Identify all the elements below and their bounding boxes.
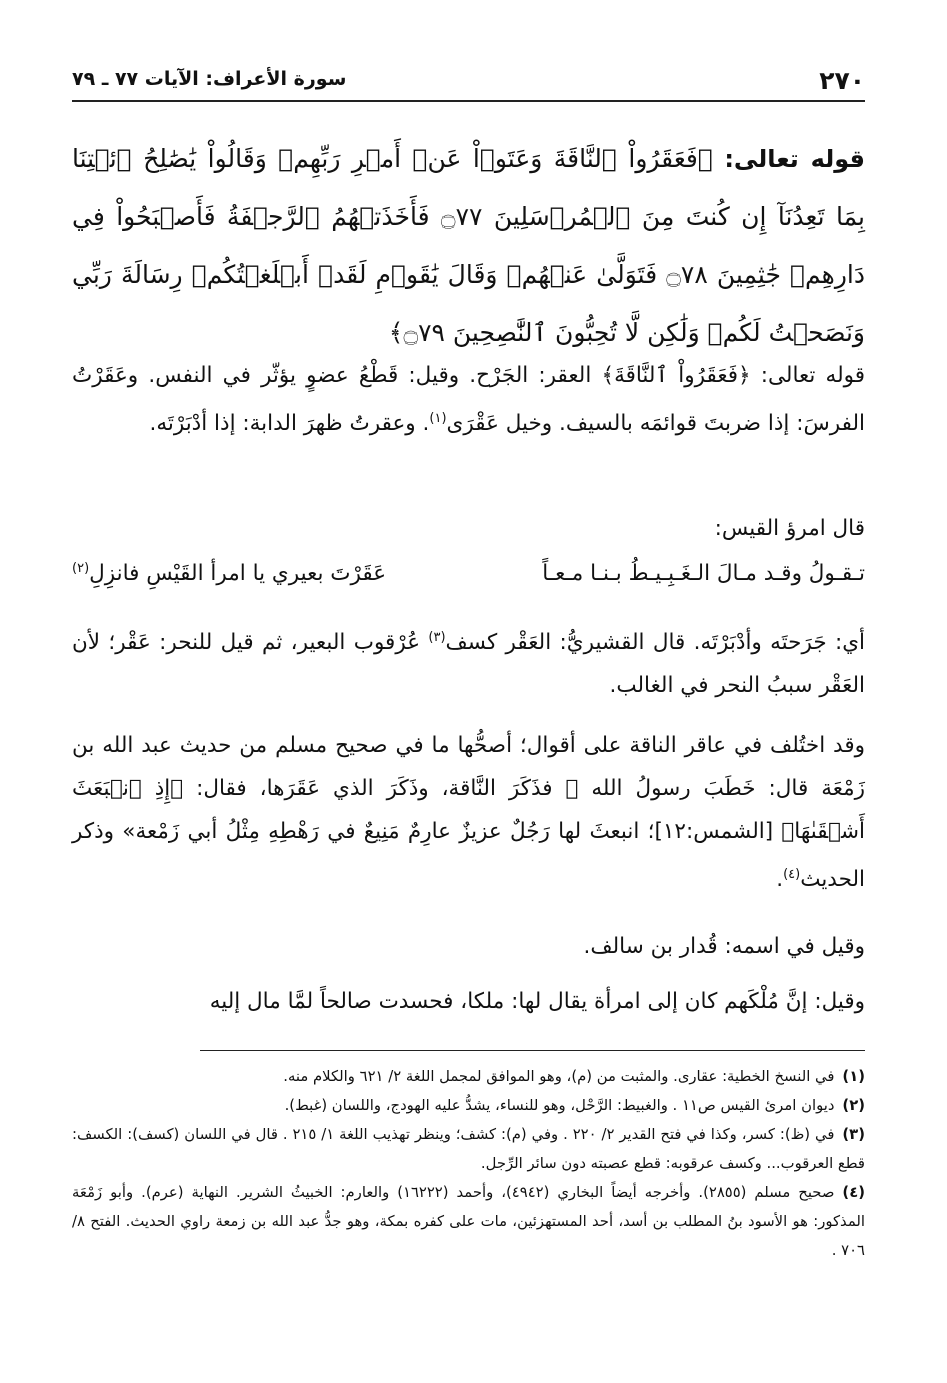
paragraph-text: وقيل في اسمه: قُدار بن سالف. [583, 934, 865, 959]
page-number: ٢٧٠ [819, 66, 865, 95]
footnote-number: (٢) [842, 1097, 865, 1114]
footnote-ref: (٢) [72, 561, 90, 576]
paragraph-text: أي: جَرَحتَه وأدْبَرْتَه. قال القشيريُّ: العَقْر كسف [445, 630, 865, 656]
poem-first-hemistich: تـقـولُ وقـد مـالَ الـغَـبِـيـطُ بـنـا مـعـاً [542, 561, 865, 586]
footnote-ref: (٣) [428, 630, 446, 645]
poem-second-text: عَقَرْتَ بعيري يا امرأ القَيْسِ فانزِلِ [89, 561, 387, 587]
footnote-text: ديوان امرئ القيس ص١١ . والغبيط: الرَّحْل، وهو للنساء، يشدُّ عليه الهودج، واللسان (غبط). [284, 1097, 835, 1114]
paragraph-name [72, 925, 865, 968]
running-title: سورة الأعراف: الآيات ٧٧ ـ ٧٩ [72, 68, 347, 90]
footnote-text: صحيح مسلم (٢٨٥٥). وأخرجه أيضاً البخاري (٤٩٤٢)، وأحمد (١٦٢٢٢) والعارم: الخبيثُ الشرير. النهاية (عرم). وأبو زَمْعَة المذكور: هو الأسود بنُ المطلب بن أسد، أحد المستهزئين، مات على كفره بمكة، وهو جدُّ عبد الله بن زمعة راوي الحديث. الفتح ٨/ ٧٠٦ . [72, 1184, 865, 1259]
paragraph-text: . وعقرتُ ظهرَ الدابة: إذا أدْبَرْتَه. [149, 411, 430, 437]
paragraph-text: عُرْقوب البعير، ثم قيل للنحر: عَقْر؛ لأن العَقْر سببُ النحر في الغالب. [72, 630, 865, 699]
footnote-text: في (ظ): كسر، وكذا في فتح القدير ٢/ ٢٢٠ . وفي (م): كشف؛ وينظر تهذيب اللغة ١/ ٢١٥ . قال في اللسان (كسف): الكسف: قطع العرقوب... وكسف عرقوبه: قطع عصبته دون سائر الرِّجل. [72, 1126, 865, 1172]
paragraph-poet [72, 507, 865, 550]
footnote-number: (١) [842, 1068, 865, 1085]
footnotes [72, 1062, 865, 1265]
paragraph-text: وقيل: إنَّ مُلْكَهم كان إلى امرأة يقال لها: ملكا، فحسدت صالحاً لمَّا مال إليه [209, 989, 865, 1014]
poem-second-hemistich [72, 561, 386, 586]
paragraph-text: وقد اختُلف في عاقر الناقة على أقوال؛ أصحُّها ما في صحيح مسلم من حديث عبد الله بن زَمْعَة قال: خَطَبَ رسولُ الله ﷺ فذَكَرَ النَّاقة، وذَكَرَ الذي عَقَرَها، فقال: ﴿إِذِ ٱنۢبَعَثَ أَشۡقَىٰهَا﴾ [الشمس:١٢]؛ انبعثَ لها رَجُلٌ عزيزٌ عارِمٌ مَنِيعٌ في رَهْطِهِ مِثْلُ أبي زَمْعة» وذكر الحديث [72, 733, 865, 893]
paragraph-text: قال امرؤ القيس: [714, 516, 865, 541]
paragraph-definition [72, 354, 865, 445]
page-header [72, 62, 865, 102]
paragraph-text: . [776, 867, 784, 893]
footnote-3 [72, 1120, 865, 1178]
footnote-number: (٣) [842, 1126, 865, 1143]
footnote-separator [200, 1050, 865, 1051]
footnote-4 [72, 1178, 865, 1265]
footnote-2 [72, 1091, 865, 1120]
footnote-text: في النسخ الخطية: عقارى. والمثبت من (م)، وهو الموافق لمجمل اللغة ٢/ ٦٢١ والكلام منه. [283, 1068, 835, 1085]
footnote-ref: (٤) [783, 867, 801, 882]
quran-lead: قوله تعالى: [724, 145, 865, 173]
quran-verses: ﴿فَعَقَرُواْ ٱلنَّاقَةَ وَعَتَوۡاْ عَنۡ أَمۡرِ رَبِّهِمۡ وَقَالُواْ يَٰصَٰلِحُ ٱئۡتِنَا بِمَا تَعِدُنَآ إِن كُنتَ مِنَ ٱلۡمُرۡسَلِينَ ۝٧٧ فَأَخَذَتۡهُمُ ٱلرَّجۡفَةُ فَأَصۡبَحُواْ فِي دَارِهِمۡ جَٰثِمِينَ ۝٧٨ فَتَوَلَّىٰ عَنۡهُمۡ وَقَالَ يَٰقَوۡمِ لَقَدۡ أَبۡلَغۡتُكُمۡ رِسَالَةَ رَبِّي وَنَصَحۡتُ لَكُمۡ وَلَٰكِن لَّا تُحِبُّونَ ٱلنَّٰصِحِينَ ۝٧٩﴾ [72, 144, 865, 347]
footnote-1 [72, 1062, 865, 1091]
paragraph-explanation [72, 616, 865, 707]
paragraph-hadith [72, 724, 865, 901]
footnote-number: (٤) [842, 1184, 865, 1201]
quran-verses-block [72, 130, 865, 362]
poem-verse [72, 555, 865, 601]
paragraph-text: قوله تعالى: ﴿فَعَقَرُواْ ٱلنَّاقَةَ﴾ العقر: الجَرْح. وقيل: قَطْعُ عضوٍ يؤثّر في النفس. وعَقَرْتُ الفرسَ: إذا ضربتَ قوائمَه بالسيف. وخيل عَقْرَى [72, 363, 865, 437]
paragraph-continuation [72, 980, 865, 1023]
footnote-ref: (١) [429, 411, 447, 426]
